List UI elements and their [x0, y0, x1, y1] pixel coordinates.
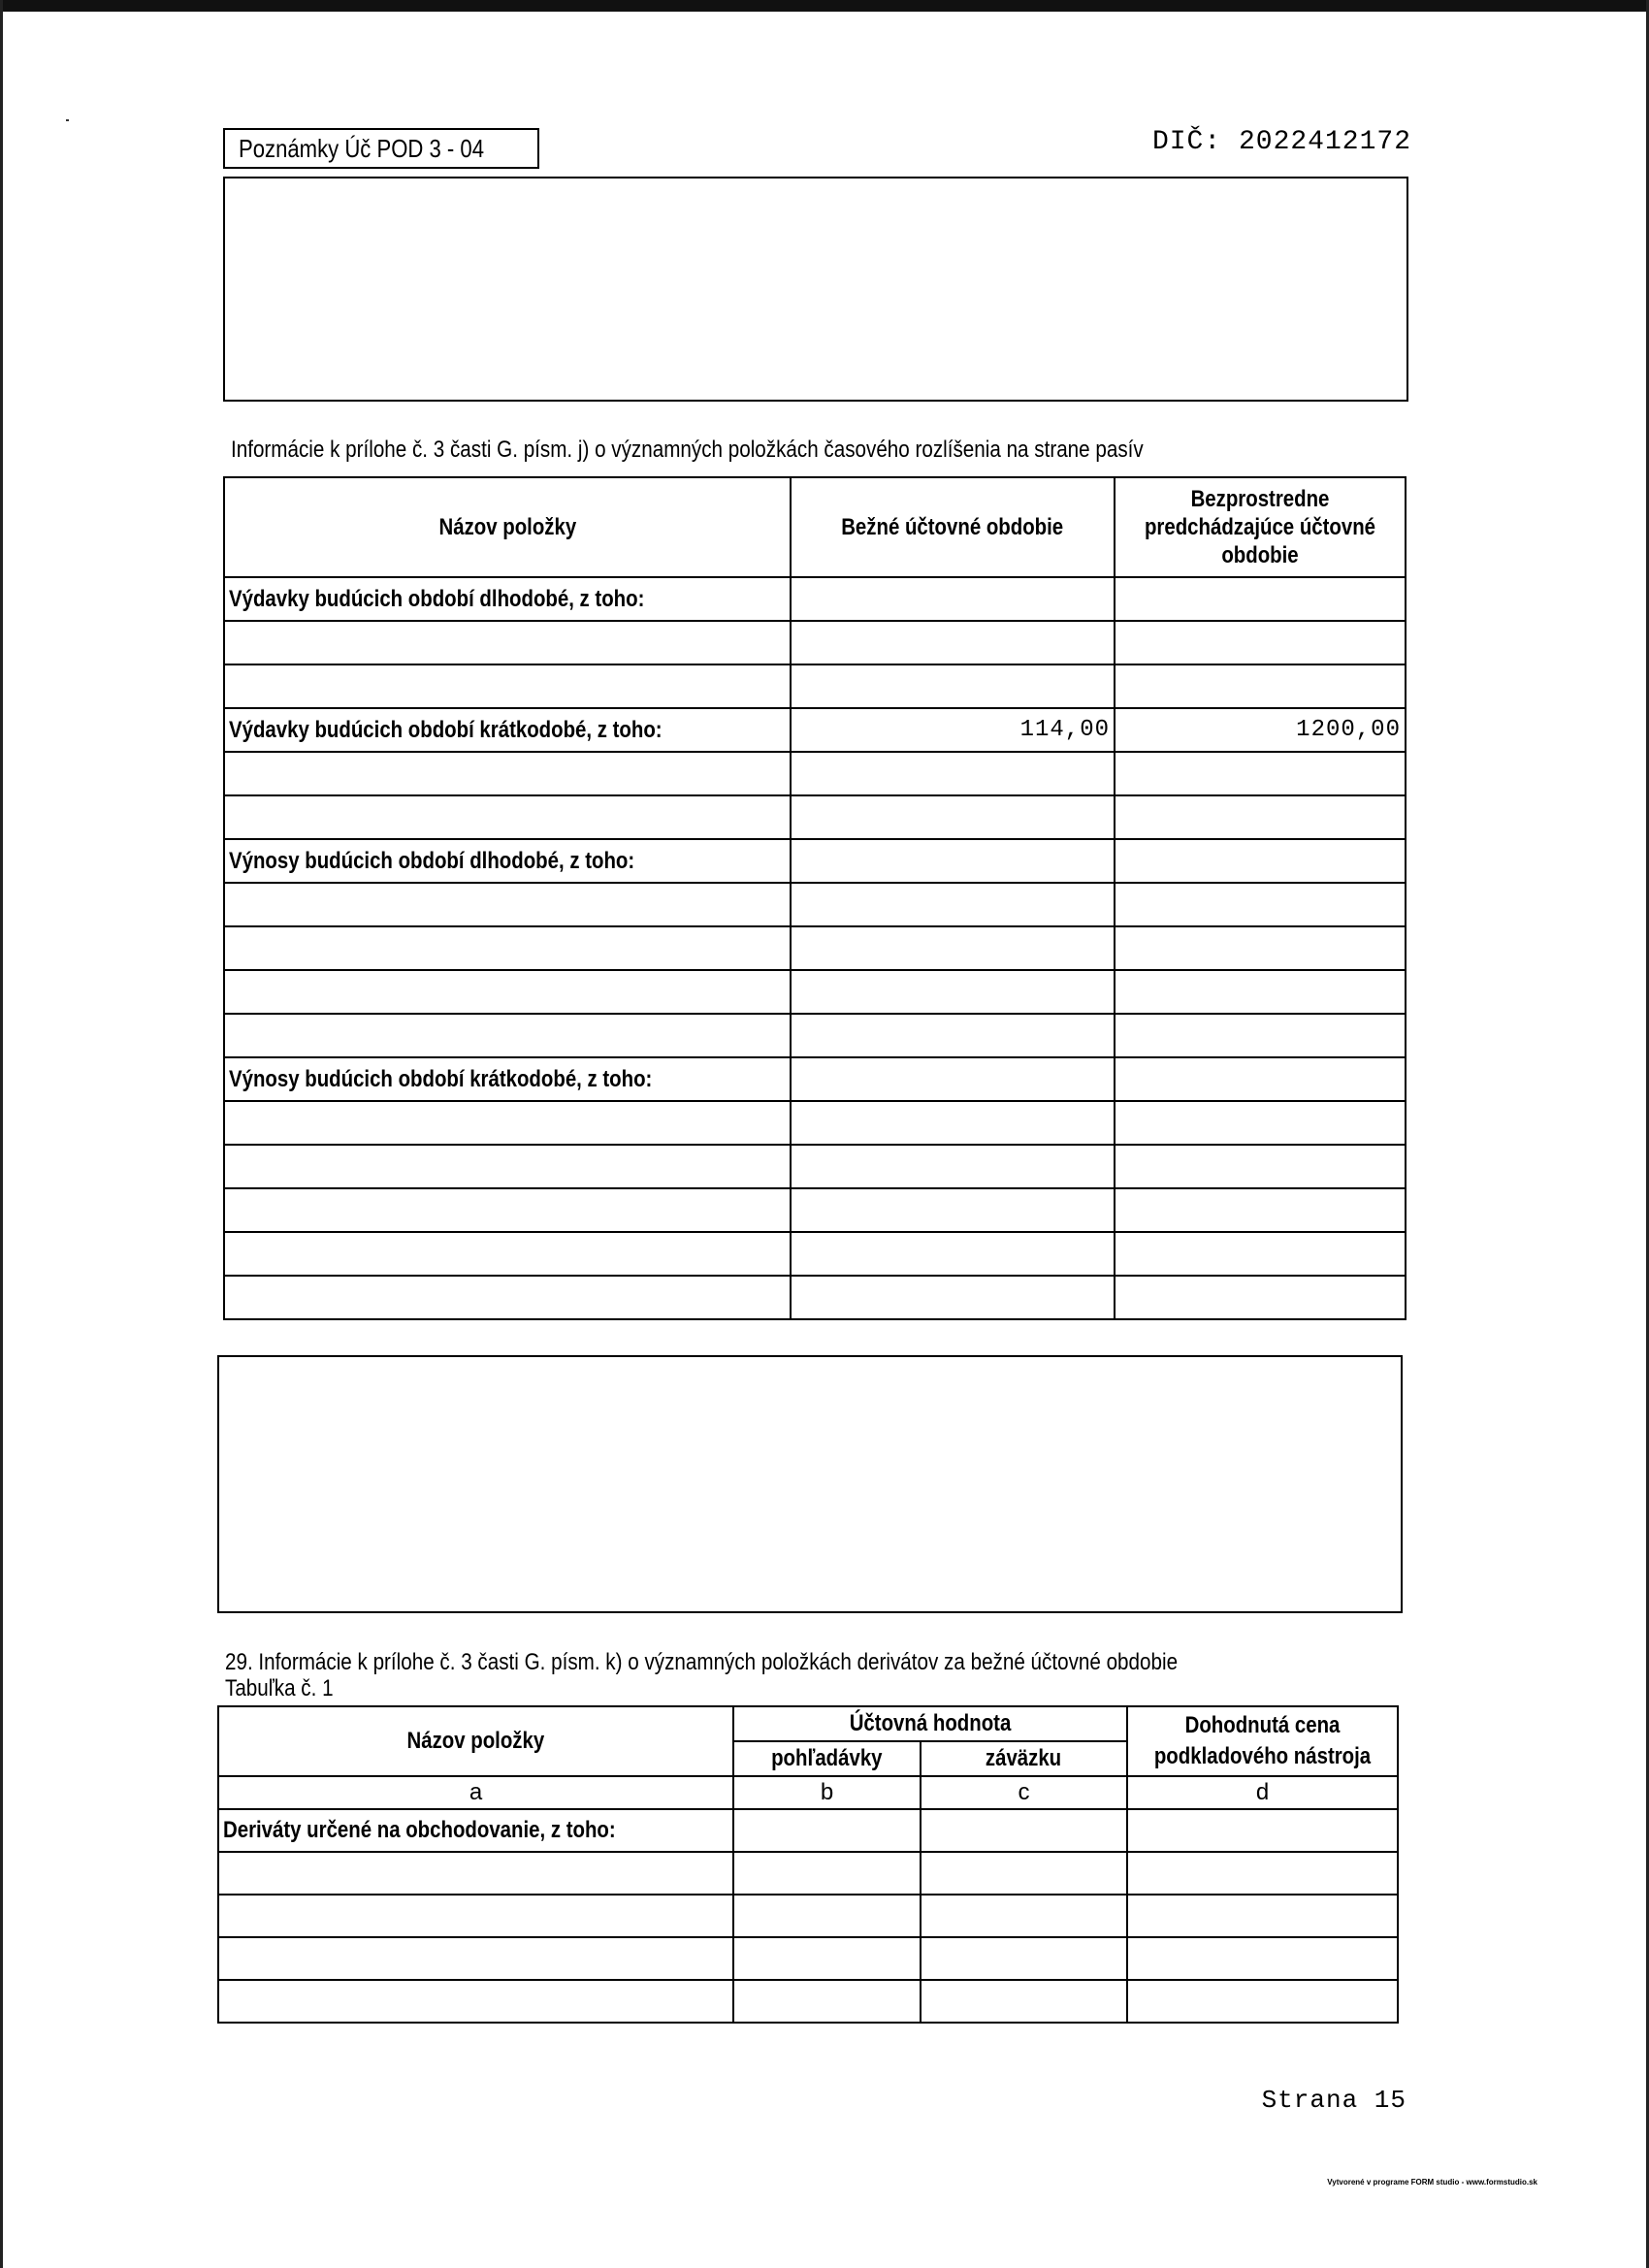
current-period-value	[791, 1145, 1115, 1188]
table-row	[224, 1014, 1406, 1057]
col-header-previous-period: Bezprostredne predchádzajúce účtovné obdobie	[1115, 477, 1406, 577]
receivables-value	[733, 1809, 921, 1852]
generator-note: Vytvorené v programe FORM studio - www.formstudio.sk	[1327, 2178, 1537, 2187]
table-row	[224, 577, 1406, 621]
row-label	[224, 1188, 791, 1232]
previous-period-value	[1115, 839, 1406, 883]
section-k-title: 29. Informácie k prílohe č. 3 časti G. písm. k) o významných položkách derivátov za bežné účtovné obdobie	[225, 1649, 1179, 1675]
table-row	[224, 839, 1406, 883]
row-label: Výdavky budúcich období krátkodobé, z toho:	[224, 708, 791, 752]
receivables-value	[733, 1852, 921, 1895]
table-row	[224, 664, 1406, 708]
row-label: Výnosy budúcich období dlhodobé, z toho:	[224, 839, 791, 883]
previous-period-value	[1115, 1188, 1406, 1232]
col-header-current-period: Bežné účtovné obdobie	[791, 477, 1115, 577]
current-period-value	[791, 926, 1115, 970]
table-row	[224, 1232, 1406, 1276]
row-label	[224, 883, 791, 926]
row-label	[218, 1852, 733, 1895]
current-period-value	[791, 839, 1115, 883]
receivables-value	[733, 1980, 921, 2023]
previous-period-value	[1115, 1014, 1406, 1057]
current-period-value	[791, 1101, 1115, 1145]
current-period-value	[791, 795, 1115, 839]
agreed-price-value	[1127, 1809, 1398, 1852]
table-row	[218, 1895, 1398, 1937]
notes-box-middle	[217, 1355, 1403, 1613]
table-row	[218, 1937, 1398, 1980]
previous-period-value	[1115, 970, 1406, 1014]
current-period-value	[791, 577, 1115, 621]
tax-id: DIČ: 2022412172	[1151, 127, 1411, 157]
previous-period-value: 1200,00	[1115, 708, 1406, 752]
current-period-value	[791, 1188, 1115, 1232]
previous-period-value	[1115, 1276, 1406, 1319]
row-label	[224, 970, 791, 1014]
previous-period-value	[1115, 1057, 1406, 1101]
current-period-value	[791, 664, 1115, 708]
current-period-value	[791, 1232, 1115, 1276]
current-period-value	[791, 621, 1115, 664]
table-row	[224, 752, 1406, 795]
col-header-agreed-price: Dohodnutá cena podkladového nástroja	[1127, 1706, 1398, 1776]
table-row	[224, 795, 1406, 839]
agreed-price-value	[1127, 1937, 1398, 1980]
row-label	[224, 1101, 791, 1145]
row-label	[224, 1232, 791, 1276]
row-label: Výnosy budúcich období krátkodobé, z toho:	[224, 1057, 791, 1101]
current-period-value	[791, 1014, 1115, 1057]
table-row	[224, 1145, 1406, 1188]
row-label: Deriváty určené na obchodovanie, z toho:	[218, 1809, 733, 1852]
accruals-table	[223, 476, 1406, 1320]
row-label	[218, 1980, 733, 2023]
row-label	[224, 664, 791, 708]
current-period-value: 114,00	[791, 708, 1115, 752]
row-label	[224, 752, 791, 795]
payables-value	[921, 1895, 1127, 1937]
col-letter-c: c	[921, 1776, 1127, 1809]
previous-period-value	[1115, 577, 1406, 621]
receivables-value	[733, 1937, 921, 1980]
col-header-item-name: Názov položky	[218, 1706, 733, 1776]
previous-period-value	[1115, 1232, 1406, 1276]
row-label	[224, 621, 791, 664]
table-row	[218, 1809, 1398, 1852]
agreed-price-value	[1127, 1852, 1398, 1895]
table-row	[224, 926, 1406, 970]
section-j-title: Informácie k prílohe č. 3 časti G. písm. j) o významných položkách časového rozlíšenia na strane pasív	[231, 437, 1144, 463]
current-period-value	[791, 1057, 1115, 1101]
row-label	[224, 1276, 791, 1319]
table-row	[224, 1057, 1406, 1101]
col-header-accounting-value: Účtovná hodnota	[733, 1706, 1127, 1741]
table-row	[224, 621, 1406, 664]
table-row	[218, 1980, 1398, 2023]
previous-period-value	[1115, 621, 1406, 664]
row-label	[218, 1937, 733, 1980]
col-letter-a: a	[218, 1776, 733, 1809]
col-header-payables: záväzku	[921, 1741, 1127, 1776]
previous-period-value	[1115, 926, 1406, 970]
row-label	[218, 1895, 733, 1937]
previous-period-value	[1115, 1145, 1406, 1188]
previous-period-value	[1115, 795, 1406, 839]
row-label	[224, 1014, 791, 1057]
current-period-value	[791, 883, 1115, 926]
col-header-receivables: pohľadávky	[733, 1741, 921, 1776]
current-period-value	[791, 752, 1115, 795]
current-period-value	[791, 1276, 1115, 1319]
row-label	[224, 926, 791, 970]
scan-speck	[66, 119, 69, 121]
previous-period-value	[1115, 1101, 1406, 1145]
section-k-subtitle: Tabuľka č. 1	[225, 1675, 334, 1701]
payables-value	[921, 1809, 1127, 1852]
payables-value	[921, 1980, 1127, 2023]
row-label	[224, 1145, 791, 1188]
table-row	[224, 883, 1406, 926]
col-header-item-name: Názov položky	[224, 477, 791, 577]
current-period-value	[791, 970, 1115, 1014]
table-row	[224, 1188, 1406, 1232]
col-letter-b: b	[733, 1776, 921, 1809]
table-row	[224, 970, 1406, 1014]
table-row	[224, 1276, 1406, 1319]
derivatives-table	[217, 1705, 1399, 2024]
row-label: Výdavky budúcich období dlhodobé, z toho:	[224, 577, 791, 621]
payables-value	[921, 1852, 1127, 1895]
previous-period-value	[1115, 752, 1406, 795]
form-header-label: Poznámky Úč POD 3 - 04	[223, 128, 539, 169]
table-row	[224, 1101, 1406, 1145]
payables-value	[921, 1937, 1127, 1980]
table-row	[224, 708, 1406, 752]
scan-border-left	[0, 0, 3, 2268]
receivables-value	[733, 1895, 921, 1937]
scan-border-top	[0, 0, 1649, 12]
col-letter-d: d	[1127, 1776, 1398, 1809]
previous-period-value	[1115, 664, 1406, 708]
agreed-price-value	[1127, 1895, 1398, 1937]
previous-period-value	[1115, 883, 1406, 926]
table-row	[218, 1852, 1398, 1895]
page-number: Strana 15	[1261, 2086, 1406, 2115]
row-label	[224, 795, 791, 839]
agreed-price-value	[1127, 1980, 1398, 2023]
notes-box-top	[223, 177, 1408, 402]
